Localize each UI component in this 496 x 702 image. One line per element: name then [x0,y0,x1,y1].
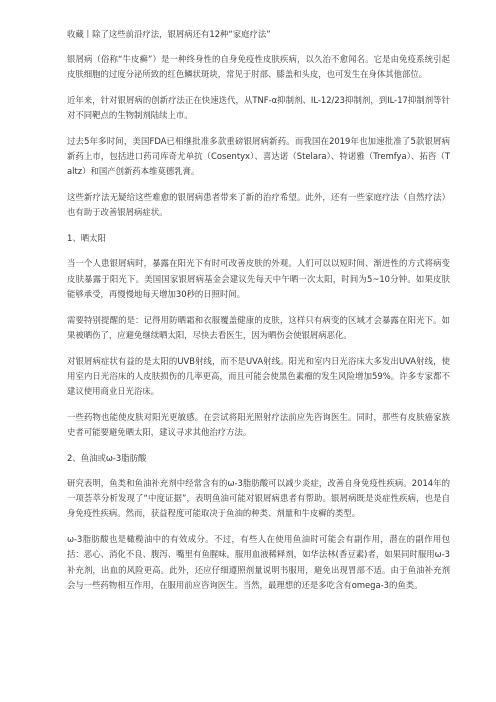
paragraph-fish-oil-2: ω-3脂肪酸也是橄榄油中的有效成分。不过，有些人在使用鱼油时可能会有副作用，潜在的副作用包括：恶心、消化不良、腹泻、嘴里有鱼腥味。服用血液稀释剂，如华法林(香豆素)者，如果同时服用ω-3补充剂，出血的风险更高。此外，还应仔细遵照剂量说明书服用，避免出现胃部不适。由于鱼油补充剂会与一些药物相互作用，在服用前应咨询医生。当然，最理想的还是多吃含有omega-3的鱼类。 [67,534,450,590]
paragraph-fda-approvals: 过去5年多时间，美国FDA已相继批准多款重磅银屑病新药。而我国在2019年也加速批准了5款银屑病新药上市，包括进口药司库奇尤单抗（Cosentyx）、喜达诺（Stelara）、特诺雅（Tremfya）、拓咨（Taltz）和国产创新药本维莫德乳膏。 [67,136,450,177]
paragraph-sunlight-4: 一些药物也能使皮肤对阳光更敏感。在尝试将阳光照射疗法前应先咨询医生。同时，那些有皮肤癌家族史者可能要避免晒太阳，建议寻求其他治疗方法。 [67,411,450,438]
paragraph-sunlight-2: 需要特别提醒的是：记得用防晒霜和衣服覆盖健康的皮肤，这样只有病变的区域才会暴露在阳光下。如果被晒伤了，应避免继续晒太阳，尽快去看医生，因为晒伤会使银屑病恶化。 [67,314,450,340]
paragraph-sunlight-1: 当一个人患银屑病时，暴露在阳光下有时可改善皮肤的外观。人们可以以短时间、渐进性的方式将病变皮肤暴露于阳光下。美国国家银屑病基金会建议先每天中午晒一次太阳，时间为5~10分钟。如果皮肤能够承受，再慢慢地每天增加30秒的日照时间。 [67,258,450,299]
paragraph-intro: 银屑病（俗称“牛皮癣”）是一种终身性的自身免疫性皮肤疾病，以久治不愈闻名。它是由免疫系统引起皮肤细胞的过度分泌所致的红色鳞状斑块，常见于肘部、膝盖和头皮，也可发生在身体其他部位。 [67,54,450,80]
paragraph-sunlight-3: 对银屑病症状有益的是太阳的UVB射线，而不是UVA射线。阳光和室内日光浴床大多发出UVA射线，使用室内日光浴床的人皮肤损伤的几率更高，而且可能会使黑色素瘤的发生风险增加59%。许多专家都不建议使用商业日光浴床。 [67,355,450,397]
paragraph-home-remedies: 这些新疗法无疑给这些难愈的银屑病患者带来了新的治疗希望。此外，还有一些家庭疗法（自然疗法）也有助于改善银屑病症状。 [67,192,450,218]
paragraph-innovative-therapies: 近年来，针对银屑病的创新疗法正在快速迭代，从TNF-α抑制剂、IL-12/23抑制剂，到IL-17抑制剂等针对不同靶点的生物制剂陆续上市。 [67,95,450,121]
section-heading-fish-oil: 2、鱼油或ω-3脂肪酸 [67,452,147,463]
section-heading-sunlight: 1、晒太阳 [67,233,106,244]
article-title: 收藏丨除了这些前沿疗法，银屑病还有12种“家庭疗法” [67,29,271,39]
paragraph-fish-oil-1: 研究表明，鱼类和鱼油补充剂中经常含有的ω-3脂肪酸可以减少炎症，改善自身免疫性疾病。2014年的一项荟萃分析发现了“中度证据”，表明鱼油可能对银屑病患者有帮助。银屑病既是炎症性疾病，也是自身免疫性疾病。然而，获益程度可能取决于鱼油的种类、剂量和牛皮癣的类型。 [67,478,450,519]
